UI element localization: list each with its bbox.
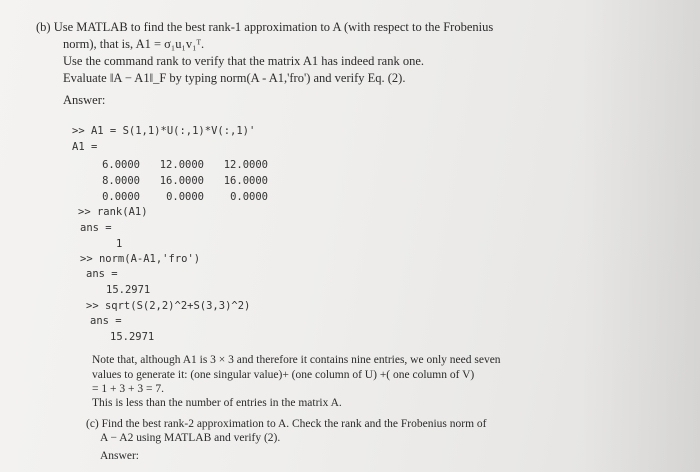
note-line-2: values to generate it: (one singular value)+ (one column of U) +( one column of V) — [92, 369, 475, 381]
matlab-cmd-sqrt: >> sqrt(S(2,2)^2+S(3,3)^2) — [86, 300, 251, 312]
matrix-cell: 16.0000 — [223, 175, 268, 187]
note-line-1: Note that, although A1 is 3 × 3 and therefore it contains nine entries, we only need seven — [92, 354, 501, 366]
matrix-cell: 0.0000 — [166, 191, 204, 203]
matlab-cmd-a1: >> A1 = S(1,1)*U(:,1)*V(:,1)' — [72, 125, 256, 137]
part-c-answer-label: Answer: — [100, 450, 139, 462]
matrix-cell: 12.0000 — [223, 159, 268, 171]
matlab-ans-label-2: ans = — [86, 268, 118, 280]
matrix-cell: 12.0000 — [159, 159, 204, 171]
part-b-answer-label: Answer: — [63, 93, 106, 107]
matrix-cell: 0.0000 — [230, 191, 268, 203]
matlab-ans-label-1: ans = — [80, 222, 112, 234]
matlab-cmd-rank: >> rank(A1) — [78, 206, 148, 218]
matlab-ans-label-3: ans = — [90, 315, 122, 327]
part-b-line-4: Evaluate ‖A − A1‖_F by typing norm(A - A1,'fro') and verify Eq. (2). — [63, 71, 406, 85]
matrix-cell: 0.0000 — [102, 191, 140, 203]
matlab-ans-norm: 15.2971 — [106, 284, 151, 296]
page-shadow — [580, 0, 700, 472]
matlab-ans-rank: 1 — [116, 238, 123, 250]
part-b-line-1: (b) Use MATLAB to find the best rank-1 approximation to A (with respect to the Frobenius — [36, 20, 494, 34]
matlab-cmd-norm: >> norm(A-A1,'fro') — [80, 253, 201, 265]
matlab-a1-label: A1 = — [72, 141, 98, 153]
matrix-cell: 8.0000 — [102, 175, 140, 187]
matrix-cell: 6.0000 — [102, 159, 140, 171]
part-b-line-2: norm), that is, A1 = σ₁u₁v₁ᵀ. — [63, 37, 205, 51]
part-c-line-1: (c) Find the best rank-2 approximation to A. Check the rank and the Frobenius norm of — [86, 418, 487, 430]
note-line-4: This is less than the number of entries in the matrix A. — [92, 397, 342, 409]
note-line-3: = 1 + 3 + 3 = 7. — [92, 383, 164, 395]
part-b-line-3: Use the command rank to verify that the matrix A1 has indeed rank one. — [63, 54, 425, 68]
matrix-cell: 16.0000 — [159, 175, 204, 187]
part-c-line-2: A − A2 using MATLAB and verify (2). — [100, 432, 281, 444]
matlab-ans-sqrt: 15.2971 — [110, 331, 155, 343]
